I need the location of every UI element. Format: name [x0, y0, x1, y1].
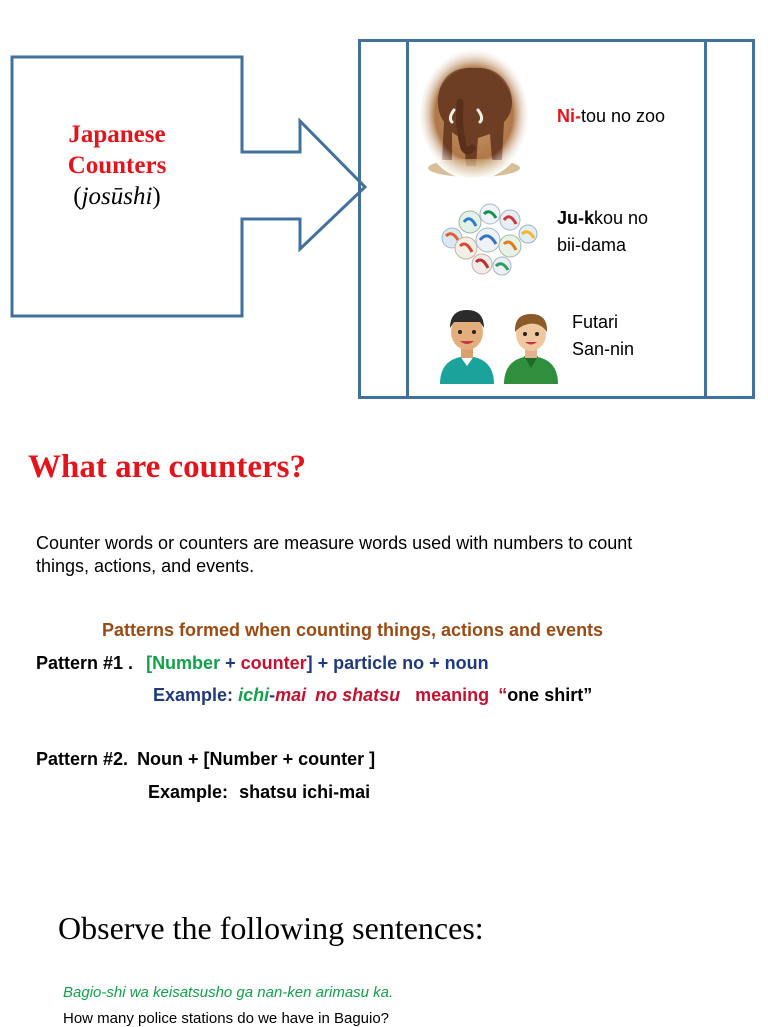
title-line3: (josūshi) — [73, 183, 161, 210]
josushi-text: josūshi — [81, 183, 153, 210]
patterns-heading: Patterns formed when counting things, actions and events — [102, 620, 604, 640]
title-block — [22, 119, 212, 212]
pattern-1-number: Number — [152, 653, 221, 673]
example-3-line2: San-nin — [572, 339, 635, 359]
example-2-text — [557, 205, 648, 259]
marbles-image — [436, 200, 540, 278]
pattern-2-example: Example: shatsu ichi-mai — [148, 782, 371, 802]
pattern-1-rest: ] + particle no + noun — [306, 653, 489, 673]
observe-english: How many police stations do we have in Baguio? — [63, 1010, 390, 1027]
example-2-prefix: Ju-k — [557, 208, 595, 228]
title-line2: Counters — [67, 152, 167, 179]
pattern-2 — [36, 749, 375, 770]
pattern-1-label: Pattern #1 . — [36, 653, 134, 673]
two-people-icon — [436, 304, 560, 386]
definition-text: Counter words or counters are measure words used with numbers to count things, actions, and events. — [36, 533, 633, 576]
panel-divider-right — [704, 39, 707, 399]
panel-divider-left — [406, 39, 409, 399]
example-3-text — [572, 309, 634, 363]
pattern-2-formula: Noun + [Number + counter ] — [137, 749, 376, 769]
pattern-1: Pattern #1 . [Number + counter] + particle no + noun — [36, 653, 489, 673]
pattern-1-counter: counter — [240, 653, 307, 673]
example-1-rest: tou no zoo — [581, 106, 666, 126]
title-line1: Japanese — [68, 121, 166, 148]
example-1-prefix: Ni- — [557, 106, 581, 126]
example-2-line2: bii-dama — [557, 235, 627, 255]
example-2-rest: kou no — [594, 208, 649, 228]
observe-heading: Observe the following sentences: — [58, 910, 484, 946]
example-1-text — [557, 106, 665, 127]
pattern-1-example: Example: ichi-mai no shatsu meaning “one shirt” — [153, 685, 593, 705]
elephant-image — [418, 48, 530, 180]
pattern-2-label: Pattern #2. — [36, 749, 129, 769]
example-3-line1: Futari — [572, 312, 619, 332]
section-heading: What are counters? — [28, 449, 307, 485]
observe-japanese: Bagio-shi wa keisatsusho ga nan-ken arimasu ka. — [63, 984, 394, 1001]
